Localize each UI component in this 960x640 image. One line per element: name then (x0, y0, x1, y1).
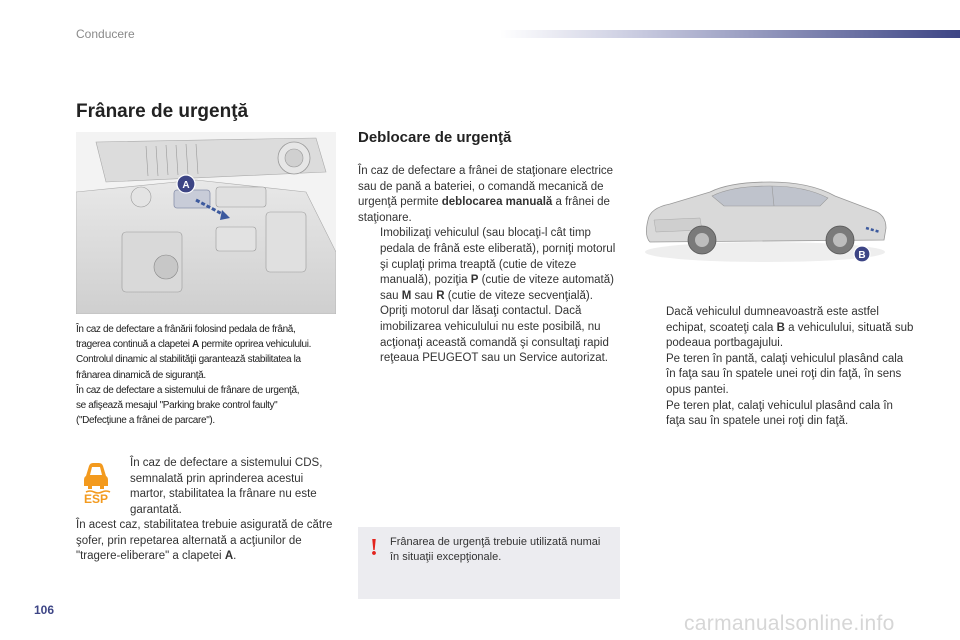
esp-warning-icon (78, 458, 114, 504)
figure-label-b: B (858, 250, 866, 261)
section-title: Conducere (76, 27, 135, 41)
cds-warning-text: În caz de defectare a sistemului CDS, semnalată prin aprinderea acestui martor, stabilitatea la frânare nu este garantată. (130, 457, 323, 516)
wheel-chock-text (644, 305, 914, 430)
list-item: Imobilizaţi vehiculul (sau blocaţi-l cât timp pedala de frână este eliberată), porniţi motorul şi cuplaţi prima treaptă (cutie de viteze manuală), poziţia P (cutie de viteze automată) sau M sau R (cutie de viteze secvenţială). (380, 227, 616, 302)
list-item: Opriţi motorul dar lăsaţi contactul. Dacă imobilizarea vehiculului nu este posibilă, nu acţionaţi această comandă şi consultaţi rapid reţeaua PEUGEOT sau un Service autorizat. (380, 305, 609, 365)
esp-label: ESP (83, 492, 109, 504)
list-item: Pe teren în pantă, calaţi vehiculul plasând cala în faţa sau în spatele unei roţi din faţă, în sens opus pantei. Pe teren plat, calaţi vehiculul plasând cala în faţa sau în spatele unei roţi din faţă. (666, 352, 904, 428)
watermark: carmanualsonline.info (684, 612, 895, 635)
section-heading-emergency-release: Deblocare de urgenţă (358, 129, 512, 146)
cds-driver-instructions: În acest caz, stabilitatea trebuie asigurată de către şofer, prin repetarea alternată a acţiunilor de "tragere-eliberare" a clapetei A. (76, 519, 333, 563)
list-item: Dacă vehiculul dumneavoastră este astfel echipat, scoateţi cala B a vehiculului, situată sub podeaua portbagajului. (666, 306, 914, 350)
page-number: 106 (34, 603, 55, 617)
warning-box (358, 527, 620, 599)
warning-icon: ! (370, 535, 378, 561)
car-illustration (640, 170, 895, 270)
page-heading: Frânare de urgenţă (76, 101, 249, 122)
emergency-release-text (358, 164, 620, 367)
warning-text: Frânarea de urgenţă trebuie utilizată numai în situaţii excepţionale. (390, 536, 601, 564)
dashboard-illustration (76, 132, 336, 314)
header-bar (500, 30, 960, 38)
emergency-braking-note: În caz de defectare a frânării folosind pedala de frână, tragerea continuă a clapetei A permite oprirea vehiculului. Controlul dinamic al stabilităţii garantează stabilitatea la frânarea dinamică de siguranţă. În caz de defectare a sistemului de frânare de urgenţă, se afişează mesajul "Parking brake control faulty" ("Defecţiune a frânei de parcare"). (76, 324, 312, 427)
figure-label-a: A (182, 180, 190, 191)
emergency-release-intro: În caz de defectare a frânei de staţionare electrice sau de pană a bateriei, o comandă mecanică de urgenţă permite deblocarea manuală a frânei de staţionare. (358, 165, 614, 224)
